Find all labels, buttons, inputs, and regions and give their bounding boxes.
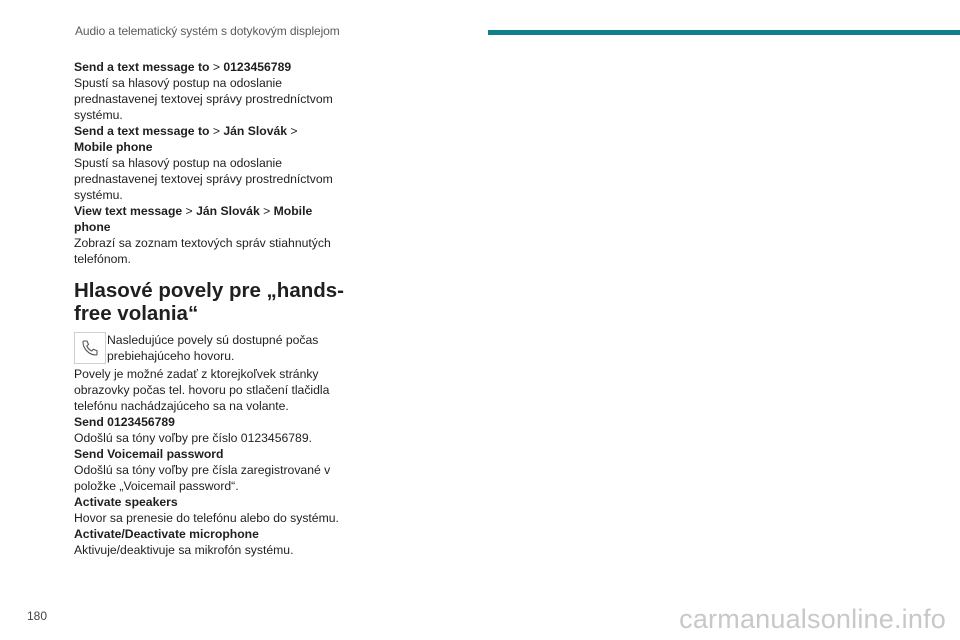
- phone-handset-icon: [74, 332, 106, 364]
- command-description: Odošlú sa tóny voľby pre číslo 0123456789.: [74, 431, 312, 445]
- watermark-text: carmanualsonline.info: [679, 604, 946, 634]
- header-accent-bar: [488, 30, 960, 35]
- note-block: [74, 332, 346, 366]
- command-text: Send a text message to: [74, 124, 210, 138]
- command-entry: [74, 446, 346, 494]
- intro-text: Povely je možné zadať z ktorejkoľvek stránky obrazovky počas tel. hovoru po stlačení tlačidla telefónu nachádzajúceho sa na volante.: [74, 367, 330, 413]
- command-target: Mobile phone: [74, 204, 313, 234]
- page-number: 180: [27, 609, 48, 623]
- command-entry: [74, 414, 346, 446]
- command-entry-view-message: View text message > Ján Slovák > Mobile phone Zobrazí sa zoznam textových správ stiahnutých telefónom.: [74, 203, 346, 267]
- command-contact: Ján Slovák: [223, 124, 288, 138]
- header-title: Audio a telematický systém s dotykovým displejom: [75, 24, 340, 38]
- command-description: Zobrazí sa zoznam textových správ stiahnutých telefónom.: [74, 236, 331, 266]
- command-entry: [74, 526, 346, 558]
- command-description: Hovor sa prenesie do telefónu alebo do systému.: [74, 511, 339, 525]
- command-text: Activate speakers: [74, 495, 178, 509]
- command-description: Spustí sa hlasový postup na odoslanie prednastavenej textovej správy prostredníctvom systému.: [74, 76, 333, 122]
- command-text: Activate/Deactivate microphone: [74, 527, 259, 541]
- command-target: Mobile phone: [74, 140, 153, 154]
- command-description: Aktivuje/deaktivuje sa mikrofón systému.: [74, 543, 294, 557]
- command-target: 0123456789: [223, 60, 292, 74]
- command-text: Send Voicemail password: [74, 447, 224, 461]
- note-text: Nasledujúce povely sú dostupné počas prebiehajúceho hovoru.: [107, 333, 319, 363]
- command-entry: [74, 494, 346, 526]
- command-entry-send-number: Send a text message to > 0123456789 Spustí sa hlasový postup na odoslanie prednastavenej textovej správy prostredníctvom systému.: [74, 59, 346, 123]
- command-text: Send 0123456789: [74, 415, 175, 429]
- command-contact: Ján Slovák: [196, 204, 260, 218]
- command-description: Odošlú sa tóny voľby pre čísla zaregistrované v položke „Voicemail password“.: [74, 463, 331, 493]
- content-column: [74, 59, 346, 558]
- section-heading: Hlasové povely pre „hands-free volania“: [74, 279, 345, 325]
- command-text: Send a text message to: [74, 60, 210, 74]
- command-entry-send-contact: Send a text message to > Ján Slovák > Mobile phone Spustí sa hlasový postup na odoslanie prednastavenej textovej správy prostredníctvom systému.: [74, 123, 346, 203]
- command-description: Spustí sa hlasový postup na odoslanie prednastavenej textovej správy prostredníctvom systému.: [74, 156, 333, 202]
- command-text: View text message: [74, 204, 183, 218]
